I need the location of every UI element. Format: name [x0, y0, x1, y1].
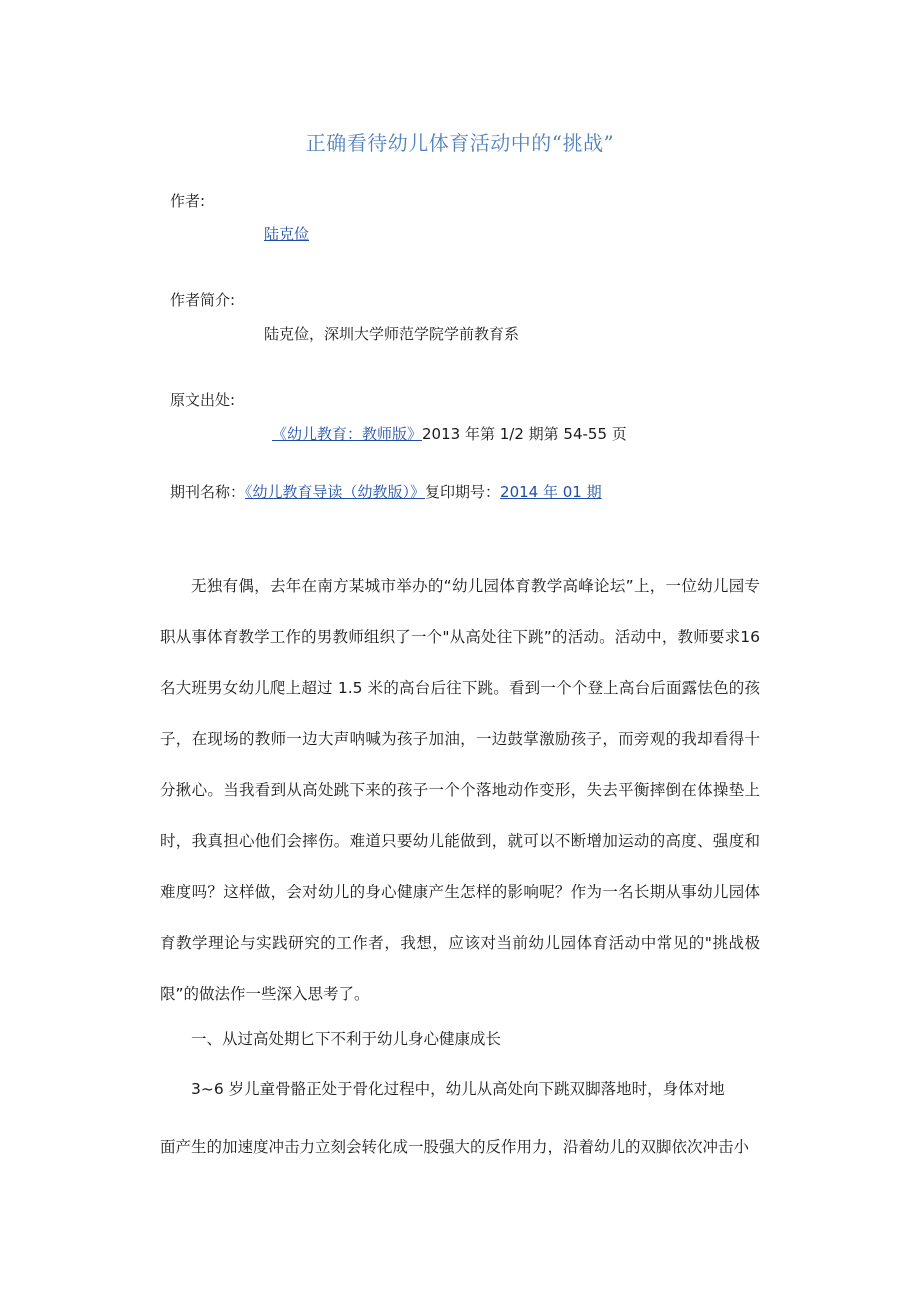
- bio-text: 陆克俭，深圳大学师范学院学前教育系: [264, 325, 520, 343]
- body-paragraph-2-line-1: 3~6 岁儿童骨骼正处于骨化过程中，幼儿从高处向下跳双脚落地时，身体对地: [191, 1080, 725, 1098]
- source-issue-text: 2013 年第 1/2 期第 54-55 页: [422, 425, 627, 443]
- author-label: 作者:: [170, 192, 206, 210]
- author-link[interactable]: 陆克俭: [264, 225, 310, 243]
- source-line: [272, 423, 627, 444]
- body-paragraph-2-line-2: 面产生的加速度冲击力立刻会转化成一股强大的反作用力，沿着幼儿的双脚依次冲击小: [160, 1138, 750, 1156]
- reprint-label: 复印期号：: [425, 483, 501, 501]
- journal-line: [170, 481, 602, 502]
- body-paragraph-1: 无独有偶，去年在南方某城市举办的“幼儿园体育教学高峰论坛”上，一位幼儿园专职从事体育教学工作的男教师组织了一个"从高处往下跳”的活动。活动中，教师要求16 名大班男女幼儿爬上超过 1.5 米的高台后往下跳。看到一个个登上高台后面露怯色的孩子，在现场的教师一边大声呐喊为孩子加油，一边鼓掌激励孩子，而旁观的我却看得十分揪心。当我看到从高处跳下来的孩子一个个落地动作变形，失去平衡摔倒在体操垫上时，我真担心他们会摔伤。难道只要幼儿能做到，就可以不断增加运动的高度、强度和难度吗？这样做，会对幼儿的身心健康产生怎样的影响呢？作为一名长期从事幼儿园体育教学理论与实践研究的工作者，我想，应该对当前幼儿园体育活动中常见的"挑战极限”的做法作一些深入思考了。: [160, 577, 760, 1003]
- document-title: 正确看待幼儿体育活动中的“挑战”: [305, 131, 615, 155]
- source-journal-link[interactable]: 《幼儿教育：教师版》: [272, 425, 423, 443]
- author-name[interactable]: [264, 223, 309, 244]
- journal-label: 期刊名称：: [170, 483, 246, 501]
- bio-label: 作者简介:: [170, 291, 236, 309]
- source-label: 原文出处:: [170, 391, 236, 409]
- reprint-issue-link[interactable]: 2014 年 01 期: [500, 483, 602, 501]
- section-heading-1: 一、从过高处期匕下不利于幼儿身心健康成长: [191, 1030, 502, 1048]
- journal-name-link[interactable]: 《幼儿教育导读（幼教版）》: [245, 483, 426, 501]
